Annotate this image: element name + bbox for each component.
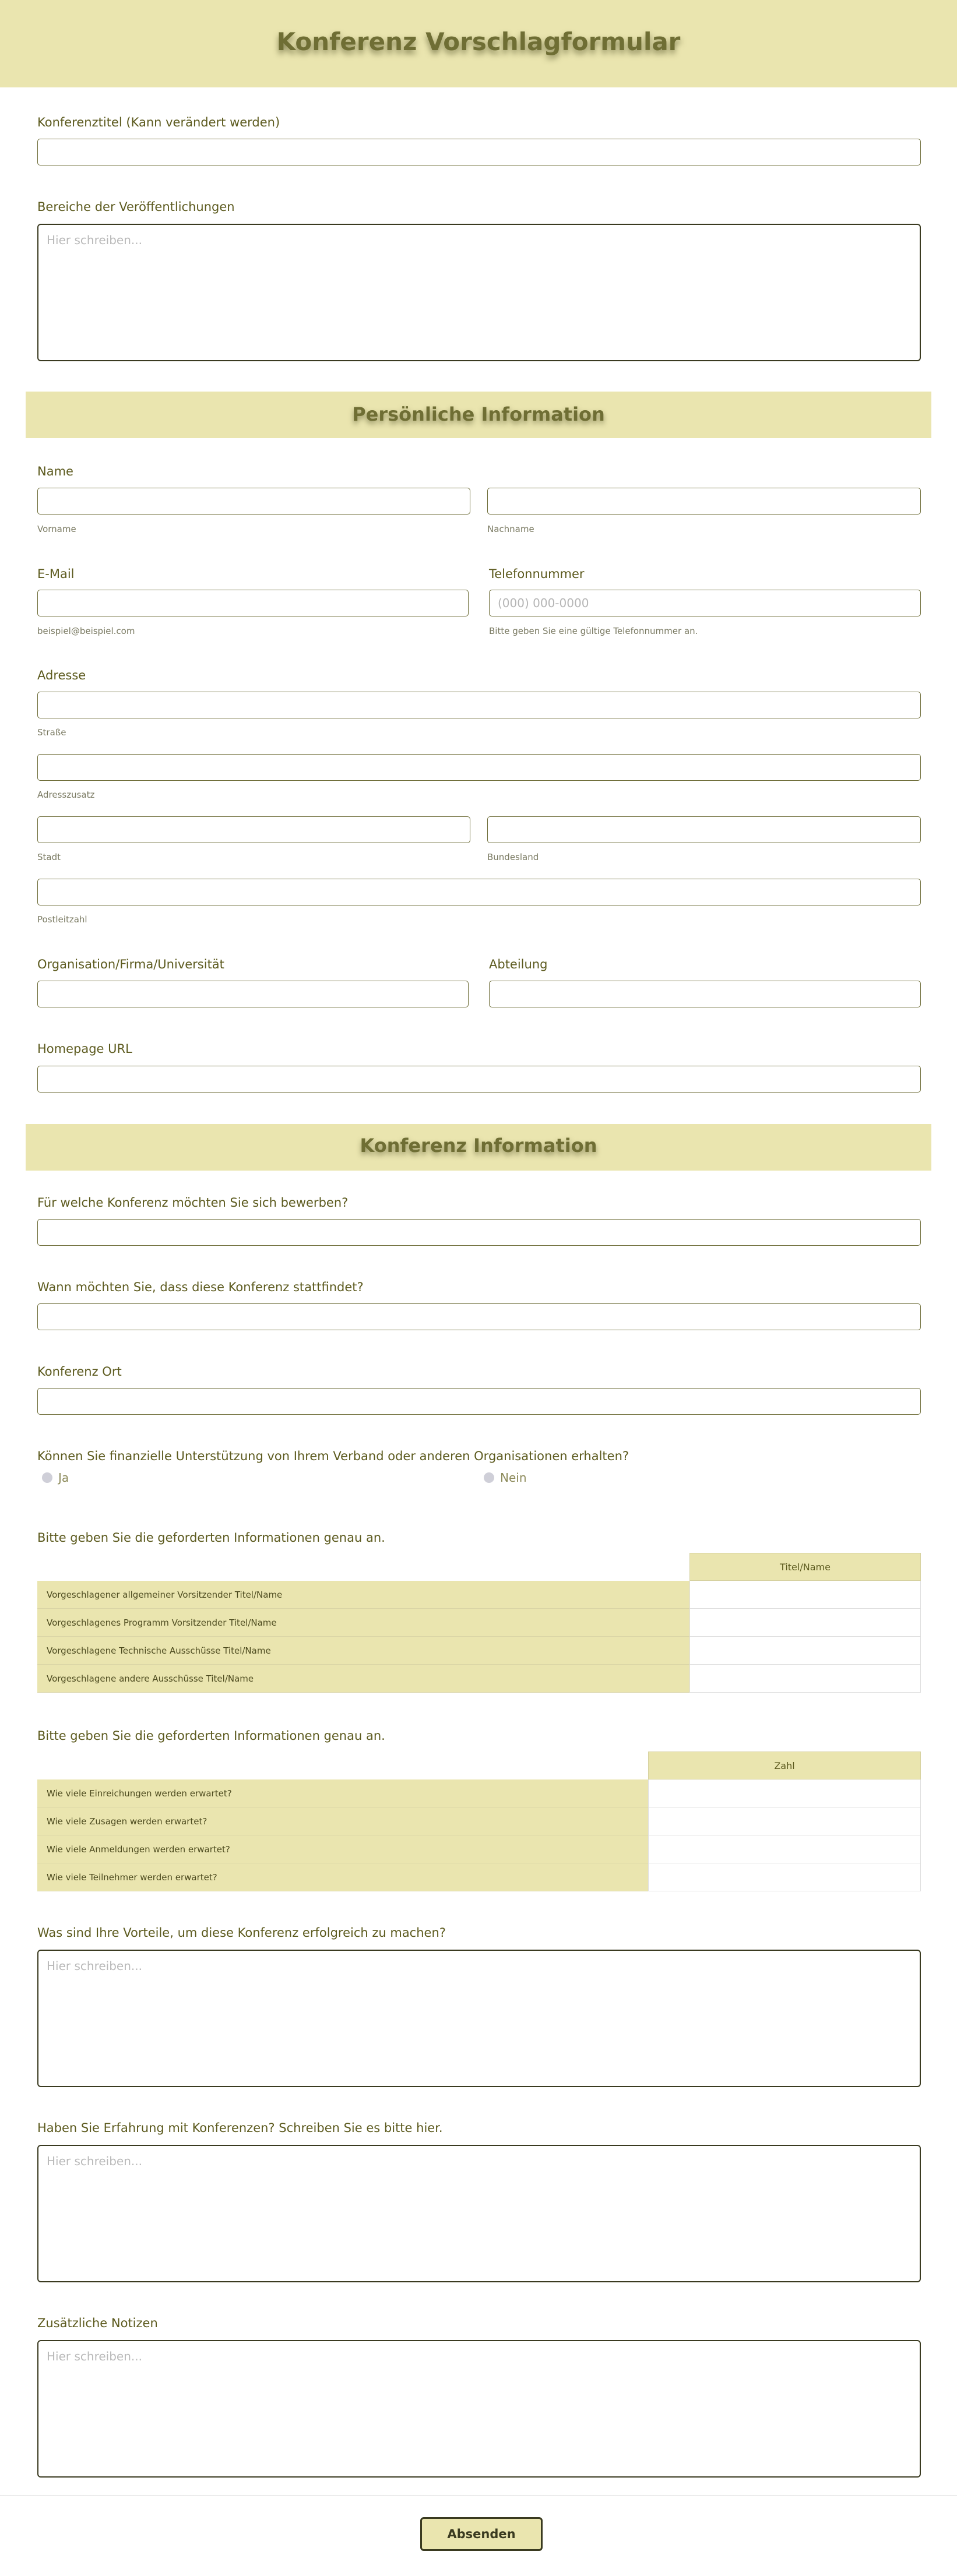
advantages-textarea[interactable] <box>37 1950 921 2087</box>
notes-label: Zusätzliche Notizen <box>37 2316 158 2330</box>
submit-button[interactable]: Absenden <box>420 2517 543 2551</box>
radio-yes-label: Ja <box>58 1471 69 1485</box>
matrix1-row-label: Vorgeschlagenes Programm Vorsitzender Titel/Name <box>37 1609 689 1637</box>
conference-section-title: Konferenz Information <box>360 1134 597 1157</box>
email-input[interactable] <box>37 590 469 616</box>
footer-divider <box>0 2495 957 2496</box>
matrix1-row-label: Vorgeschlagene Technische Ausschüsse Titel/Name <box>37 1637 689 1665</box>
first-name-input[interactable] <box>37 488 470 515</box>
organization-label: Organisation/Firma/Universität <box>37 957 224 971</box>
experience-textarea[interactable] <box>37 2145 921 2282</box>
matrix2-cell[interactable] <box>648 1807 921 1835</box>
conference-title-input[interactable] <box>37 139 921 165</box>
radio-no-label: Nein <box>500 1471 527 1485</box>
matrix2-row-label: Wie viele Einreichungen werden erwartet? <box>37 1779 648 1807</box>
experience-label: Haben Sie Erfahrung mit Konferenzen? Schreiben Sie es bitte hier. <box>37 2121 443 2135</box>
last-name-sublabel: Nachname <box>487 524 534 534</box>
email-sublabel: beispiel@beispiel.com <box>37 626 135 636</box>
department-label: Abteilung <box>489 957 548 971</box>
radio-circle-icon[interactable] <box>484 1472 494 1483</box>
conference-location-label: Konferenz Ort <box>37 1365 122 1379</box>
radio-yes[interactable] <box>42 1471 69 1485</box>
when-conference-label: Wann möchten Sie, dass diese Konferenz stattfindet? <box>37 1280 364 1294</box>
personal-section-title: Persönliche Information <box>352 403 605 425</box>
advantages-label: Was sind Ihre Vorteile, um diese Konferenz erfolgreich zu machen? <box>37 1926 446 1940</box>
city-sublabel: Stadt <box>37 852 61 862</box>
matrix1-cell[interactable] <box>689 1637 921 1665</box>
publications-textarea[interactable] <box>37 224 921 361</box>
homepage-label: Homepage URL <box>37 1042 132 1056</box>
first-name-sublabel: Vorname <box>37 524 76 534</box>
matrix2-row-label: Wie viele Teilnehmer werden erwartet? <box>37 1863 648 1891</box>
homepage-input[interactable] <box>37 1066 921 1093</box>
phone-sublabel: Bitte geben Sie eine gültige Telefonnummer an. <box>489 626 698 636</box>
which-conference-label: Für welche Konferenz möchten Sie sich bewerben? <box>37 1196 349 1210</box>
form-title: Konferenz Vorschlagformular <box>276 27 681 56</box>
matrix1-column-header: Titel/Name <box>689 1553 921 1581</box>
conference-title-label: Konferenztitel (Kann verändert werden) <box>37 115 280 129</box>
matrix1-row-label: Vorgeschlagene andere Ausschüsse Titel/Name <box>37 1665 689 1693</box>
phone-input[interactable] <box>489 590 921 616</box>
street2-input[interactable] <box>37 754 921 781</box>
street-sublabel: Straße <box>37 727 66 738</box>
phone-label: Telefonnummer <box>489 567 585 581</box>
last-name-input[interactable] <box>487 488 921 515</box>
city-input[interactable] <box>37 816 470 843</box>
state-sublabel: Bundesland <box>487 852 539 862</box>
state-input[interactable] <box>487 816 921 843</box>
zip-input[interactable] <box>37 879 921 905</box>
matrix2-cell[interactable] <box>648 1863 921 1891</box>
financial-support-label: Können Sie finanzielle Unterstützung von Ihrem Verband oder anderen Organisationen erhalten? <box>37 1449 629 1463</box>
department-input[interactable] <box>489 981 921 1007</box>
matrix1-row-label: Vorgeschlagener allgemeiner Vorsitzender Titel/Name <box>37 1581 689 1609</box>
notes-textarea[interactable] <box>37 2340 921 2478</box>
matrix2-row-label: Wie viele Anmeldungen werden erwartet? <box>37 1835 648 1863</box>
matrix2-label: Bitte geben Sie die geforderten Informationen genau an. <box>37 1729 385 1743</box>
which-conference-input[interactable] <box>37 1219 921 1246</box>
matrix1-cell[interactable] <box>689 1609 921 1637</box>
matrix2-cell[interactable] <box>648 1779 921 1807</box>
matrix1-cell[interactable] <box>689 1581 921 1609</box>
radio-no[interactable] <box>484 1471 527 1485</box>
conference-location-input[interactable] <box>37 1388 921 1415</box>
matrix2-row-label: Wie viele Zusagen werden erwartet? <box>37 1807 648 1835</box>
name-label: Name <box>37 464 73 478</box>
matrix2-cell[interactable] <box>648 1835 921 1863</box>
zip-sublabel: Postleitzahl <box>37 914 87 925</box>
address-label: Adresse <box>37 668 86 682</box>
organization-input[interactable] <box>37 981 469 1007</box>
matrix1-label: Bitte geben Sie die geforderten Informationen genau an. <box>37 1531 385 1545</box>
street-input[interactable] <box>37 692 921 718</box>
radio-circle-icon[interactable] <box>42 1472 52 1483</box>
matrix2-column-header: Zahl <box>648 1752 921 1779</box>
matrix1-cell[interactable] <box>689 1665 921 1693</box>
publications-label: Bereiche der Veröffentlichungen <box>37 200 235 214</box>
street2-sublabel: Adresszusatz <box>37 790 95 800</box>
when-conference-input[interactable] <box>37 1303 921 1330</box>
email-label: E-Mail <box>37 567 75 581</box>
